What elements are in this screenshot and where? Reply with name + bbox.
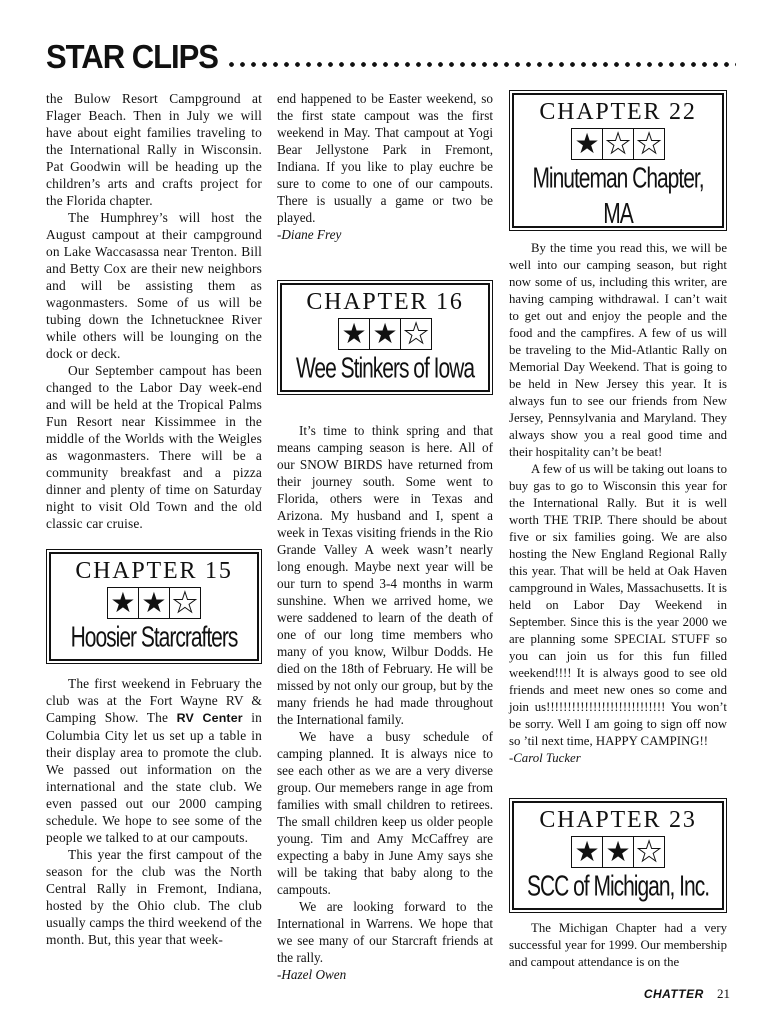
paragraph: We are looking forward to the International in Warrens. We hope that we see many of our Starcraft friends at the rally. [277, 899, 493, 965]
star-rating [107, 587, 201, 619]
paragraph: Our September campout has been changed to the Labor Day week-end and will be held at the Tropical Palms Fun Resort near Kissimmee in the middle of the Worlds with the Weigles as wagonmasters. There will be a community breakfast and a pizza dinner and plenty of time on Saturday night to visit Old Town and the old classic car cruise. [46, 363, 262, 531]
section-title: STAR CLIPS [46, 38, 218, 76]
paragraph: The Humphrey’s will host the August campout at their campground on Lake Waccasassa near Trenton. Bill and Betty Cox are their new neighbors and will be assisting them as wagonmasters. Some of us will be tubing down the Ichnetucknee River while others will be lounging on the dock or deck. [46, 210, 262, 361]
chapter-name: Minuteman Chapter, MA [532, 163, 704, 230]
column-3 [509, 90, 727, 971]
star-empty-icon: ★ [633, 837, 664, 867]
chapter-name: Wee Stinkers of Iowa [295, 353, 475, 385]
signature: -Diane Frey [277, 227, 342, 242]
paragraph: This year the first campout of the season for the club was the North Central Rally in Fremont, Indiana, hosted by the Ohio club. The club usually camps the third weekend of the month. But, this year that week- [46, 847, 262, 947]
dotted-leader [226, 62, 736, 67]
star-rating [571, 128, 665, 160]
page-header [46, 38, 736, 78]
star-rating [571, 836, 665, 868]
star-filled-icon: ★ [110, 586, 136, 619]
star-rating [338, 318, 432, 350]
chapter-number: CHAPTER 22 [539, 99, 697, 125]
paragraph: the Bulow Resort Campground at Flager Beach. Then in July we will have about eight families traveling to the International Rally in Wisconsin. Pat Goodwin will be heading up the children’s arts and crafts project for the Florida chapter. [46, 91, 262, 208]
chapter-number: CHAPTER 15 [75, 558, 233, 584]
star-filled-icon: ★ [138, 588, 169, 618]
page-footer [644, 986, 730, 1002]
star-filled-icon: ★ [341, 317, 367, 350]
star-filled-icon: ★ [574, 835, 600, 868]
paragraph: It’s time to think spring and that means camping season is here. All of our SNOW BIRDS have returned from their journey south. Some went to Florida, others were in Texas and Arizona. My husband and I, spent a week in Texas visiting friends in the Rio Grande Valley A week wasn’t nearly long enough. Maybe next year will be our turn to spend 3-4 months in warm sunshine. When we arrived home, we were saddened to learn of the death of one of our long time members who many of you know, Wilbur Dodds. He died on the 18th of February. He will be missed by not only our group, but by the many friends he had made throughout the International family. [277, 423, 493, 727]
star-empty-icon: ★ [633, 129, 664, 159]
chapter-badge [512, 93, 724, 228]
chapter-name: SCC of Michigan, Inc. [526, 871, 710, 903]
chapter-badge [512, 801, 724, 910]
signature: -Hazel Owen [277, 967, 347, 982]
page-number: 21 [717, 986, 730, 1001]
text-run: The first weekend in February the club was at the Fort Wayne RV & Camping Show. The [46, 676, 262, 725]
star-empty-icon: ★ [169, 588, 200, 618]
star-empty-icon: ★ [400, 319, 431, 349]
chapter-name: Hoosier Starcrafters [70, 622, 238, 654]
column-1 [46, 90, 262, 948]
paragraph: A few of us will be taking out loans to buy gas to go to Wisconsin this year for the International Rally. But it is well worth THE TRIP. There should be about five or six families going. We are also hosting the New England Regional Rally this year. That will be held at Oak Haven campground in Wales, Massachusetts. It is held on Labor Day Weekend in September. Since this is the year 2000 we are planning some SPECIAL STUFF so you can join us for this fun filled weekend!!!! It is always good to see old friends and meet new ones so come and join us!!!!!!!!!!!!!!!!!!!!!!!!!!!! You won’t be sorry. Well I am going to sign off now so ’til next time, HAPPY CAMPING!! [509, 462, 727, 748]
paragraph: By the time you read this, we will be well into our camping season, but right now some of us, including this writer, are having camping withdrawal. I can’t wait to get out and enjoy the people and the food and the campfires. A few of us will be traveling to the Mid-Atlantic Rally on Memorial Day Weekend. That is going to be held in New Jersey this year. It is always fun to see our friends from New Jersey, Pennsylvania and Maryland. They always show you a real good time and their hospitality can’t be beat! [509, 241, 727, 459]
chapter-number: CHAPTER 23 [539, 807, 697, 833]
paragraph: The Michigan Chapter had a very successful year for 1999. Our membership and campout attendance is on the [509, 921, 727, 969]
newsletter-name: CHATTER [643, 987, 704, 1001]
chapter-badge [49, 552, 259, 661]
column-2 [277, 90, 493, 983]
paragraph: end happened to be Easter weekend, so the first state campout was the first weekend in May. That campout at Yogi Bear Jellystone Park in Fremont, Indiana. If you like to play euchre be sure to come to one of our campouts. There is usually a game or two be played. [277, 91, 493, 225]
paragraph [46, 675, 262, 846]
text-run: in Columbia City let us set up a table in their display area to promote the club. We passed out information on the international and the state club. We even passed out our 2000 camping schedule. We hope to see some of the people we talked to at our campouts. [46, 710, 263, 845]
rv-center-text: RV Center [176, 711, 243, 725]
star-filled-icon: ★ [574, 127, 600, 160]
signature: -Carol Tucker [509, 751, 581, 765]
chapter-badge [280, 283, 490, 392]
star-filled-icon: ★ [602, 837, 633, 867]
chapter-number: CHAPTER 16 [306, 289, 464, 315]
star-empty-icon: ★ [602, 129, 633, 159]
star-filled-icon: ★ [369, 319, 400, 349]
paragraph: We have a busy schedule of camping planned. It is always nice to see each other as we are a very diverse group. Our memebers range in age from families with small children to retirees. The small children keep us older people young. Tim and Amy McCaffrey are expecting a baby in June Amy says she will be taking that baby along to the campouts. [277, 729, 493, 897]
